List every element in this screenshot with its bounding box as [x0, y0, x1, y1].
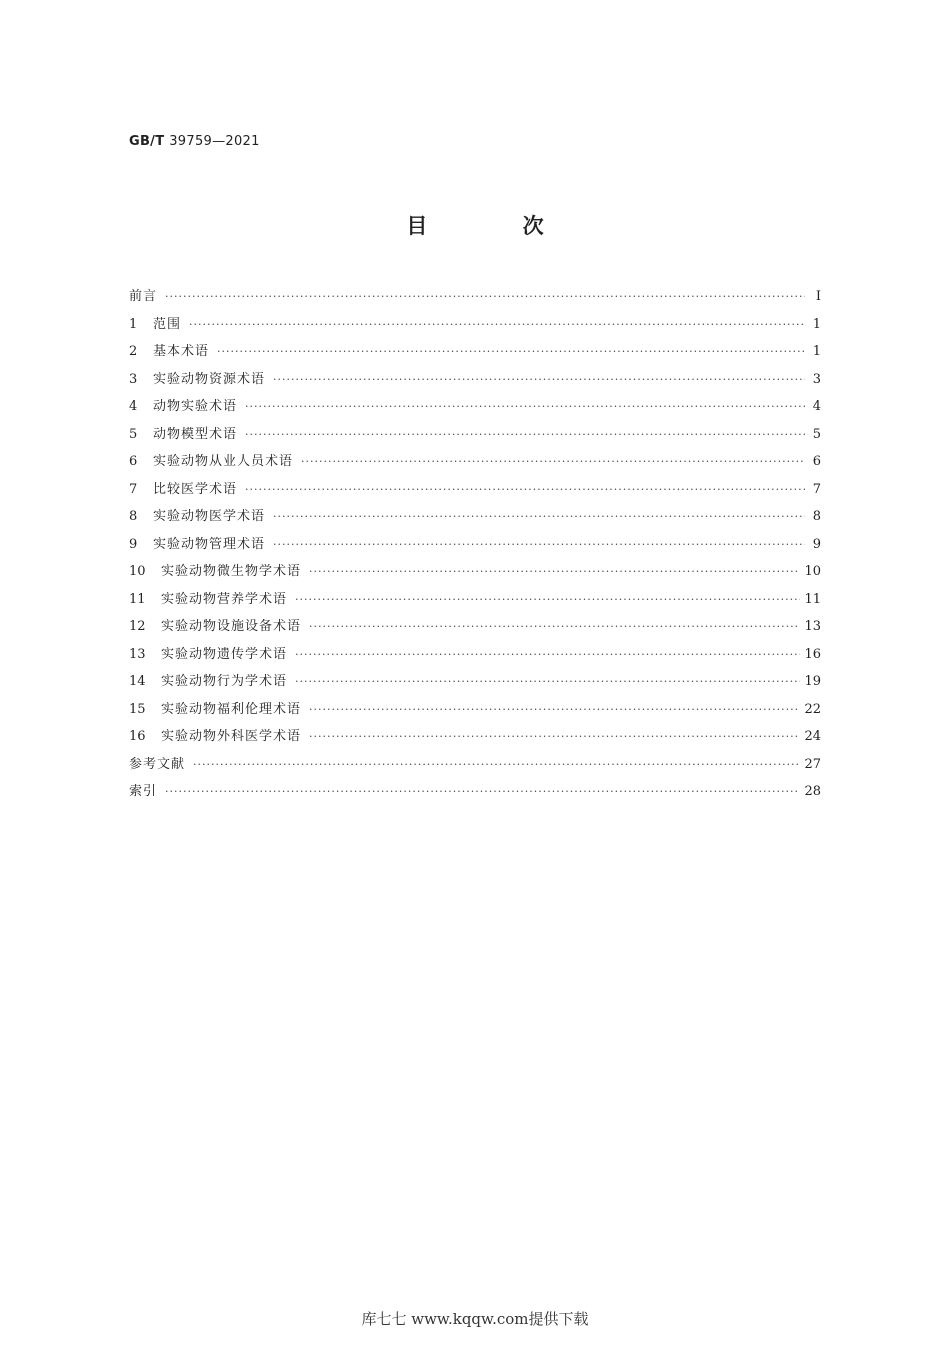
toc-entry-page: 16	[804, 646, 821, 662]
toc-entry-page: 10	[804, 564, 821, 579]
toc-dot-leader	[189, 318, 805, 331]
toc-entry-label: 比较医学术语	[153, 481, 238, 497]
toc-entry-page: 3	[812, 371, 821, 387]
toc-dot-leader	[193, 758, 800, 771]
toc-entry-label: 实验动物管理术语	[153, 536, 266, 552]
toc-entry-number: 2	[129, 344, 138, 359]
toc-entry-label: 前言	[129, 289, 158, 304]
toc-entry-number: 12	[129, 619, 146, 634]
page-title: 目 次	[406, 214, 588, 238]
toc-dot-leader	[295, 593, 800, 606]
toc-dot-leader	[301, 455, 805, 468]
toc-entry[interactable]	[129, 395, 821, 423]
toc-entry-number: 8	[129, 509, 138, 524]
toc-entry-label: 实验动物微生物学术语	[161, 564, 302, 579]
toc-entry[interactable]	[129, 340, 821, 368]
toc-entry-number: 10	[129, 564, 146, 579]
toc-entry-page: 27	[804, 756, 821, 772]
toc-entry[interactable]	[129, 505, 821, 533]
toc-entry-number: 1	[129, 316, 138, 332]
toc-dot-leader	[245, 483, 805, 496]
toc-entry[interactable]	[129, 725, 821, 753]
toc-dot-leader	[245, 428, 805, 441]
toc-entry-number: 3	[129, 371, 138, 387]
toc-entry-number: 7	[129, 481, 138, 497]
toc-dot-leader	[295, 648, 800, 661]
toc-entry-number: 15	[129, 701, 146, 717]
toc-entry-number: 16	[129, 729, 146, 744]
toc-dot-leader	[309, 565, 800, 578]
toc-entry[interactable]	[129, 643, 821, 671]
toc-entry-label: 实验动物资源术语	[153, 371, 266, 387]
toc-entry[interactable]	[129, 533, 821, 561]
toc-dot-leader	[273, 373, 805, 386]
table-of-contents	[129, 285, 821, 808]
toc-entry-number: 11	[129, 591, 146, 607]
toc-entry-page: 22	[804, 701, 821, 717]
toc-entry[interactable]	[129, 670, 821, 698]
toc-entry-page: 5	[812, 426, 821, 442]
toc-dot-leader	[309, 620, 800, 633]
toc-entry-page: 4	[812, 399, 821, 414]
download-footer: 库七七 www.kqqw.com提供下载	[361, 1310, 589, 1328]
toc-entry-number: 14	[129, 674, 146, 689]
toc-entry[interactable]	[129, 560, 821, 588]
toc-entry-page: 19	[804, 674, 821, 689]
toc-entry-number: 13	[129, 646, 146, 662]
toc-entry-page: Ⅰ	[815, 289, 821, 304]
toc-entry[interactable]	[129, 698, 821, 726]
toc-entry-label: 索引	[129, 784, 158, 799]
toc-entry[interactable]	[129, 285, 821, 313]
toc-entry-number: 6	[129, 454, 138, 469]
toc-entry[interactable]	[129, 450, 821, 478]
toc-entry[interactable]	[129, 368, 821, 396]
toc-entry-page: 7	[812, 481, 821, 497]
toc-entry[interactable]	[129, 588, 821, 616]
toc-entry-label: 动物实验术语	[153, 399, 238, 414]
toc-entry-page: 28	[804, 784, 821, 799]
toc-entry-label: 实验动物外科医学术语	[161, 729, 302, 744]
toc-entry[interactable]	[129, 780, 821, 808]
toc-entry-page: 9	[812, 536, 821, 552]
toc-entry-page: 11	[804, 591, 821, 607]
toc-entry-label: 实验动物从业人员术语	[153, 454, 294, 469]
toc-dot-leader	[309, 703, 800, 716]
toc-entry-label: 范围	[153, 316, 182, 332]
toc-entry-page: 13	[804, 619, 821, 634]
toc-entry-page: 6	[812, 454, 821, 469]
toc-dot-leader	[273, 510, 805, 523]
toc-entry-label: 实验动物行为学术语	[161, 674, 288, 689]
toc-entry[interactable]	[129, 615, 821, 643]
toc-entry-label: 实验动物遗传学术语	[161, 646, 288, 662]
toc-entry-page: 8	[812, 509, 821, 524]
toc-entry-label: 实验动物营养学术语	[161, 591, 288, 607]
toc-entry[interactable]	[129, 423, 821, 451]
toc-entry-label: 参考文献	[129, 756, 186, 772]
toc-entry[interactable]	[129, 313, 821, 341]
toc-entry-label: 实验动物福利伦理术语	[161, 701, 302, 717]
toc-entry-number: 4	[129, 399, 138, 414]
toc-dot-leader	[245, 400, 805, 413]
toc-dot-leader	[295, 675, 800, 688]
toc-dot-leader	[165, 785, 800, 798]
toc-dot-leader	[165, 290, 805, 303]
toc-entry-label: 实验动物设施设备术语	[161, 619, 302, 634]
toc-entry-page: 1	[812, 316, 821, 332]
standard-code	[129, 134, 260, 149]
toc-entry-number: 9	[129, 536, 138, 552]
toc-entry-label: 实验动物医学术语	[153, 509, 266, 524]
toc-entry-page: 1	[812, 344, 821, 359]
toc-dot-leader	[217, 345, 805, 358]
toc-entry-number: 5	[129, 426, 138, 442]
toc-entry-label: 动物模型术语	[153, 426, 238, 442]
standard-prefix: GB/T	[129, 134, 165, 149]
standard-number: 39759—2021	[169, 134, 260, 149]
toc-dot-leader	[309, 730, 800, 743]
toc-entry[interactable]	[129, 753, 821, 781]
toc-entry[interactable]	[129, 478, 821, 506]
toc-entry-label: 基本术语	[153, 344, 210, 359]
toc-dot-leader	[273, 538, 805, 551]
toc-entry-page: 24	[804, 729, 821, 744]
